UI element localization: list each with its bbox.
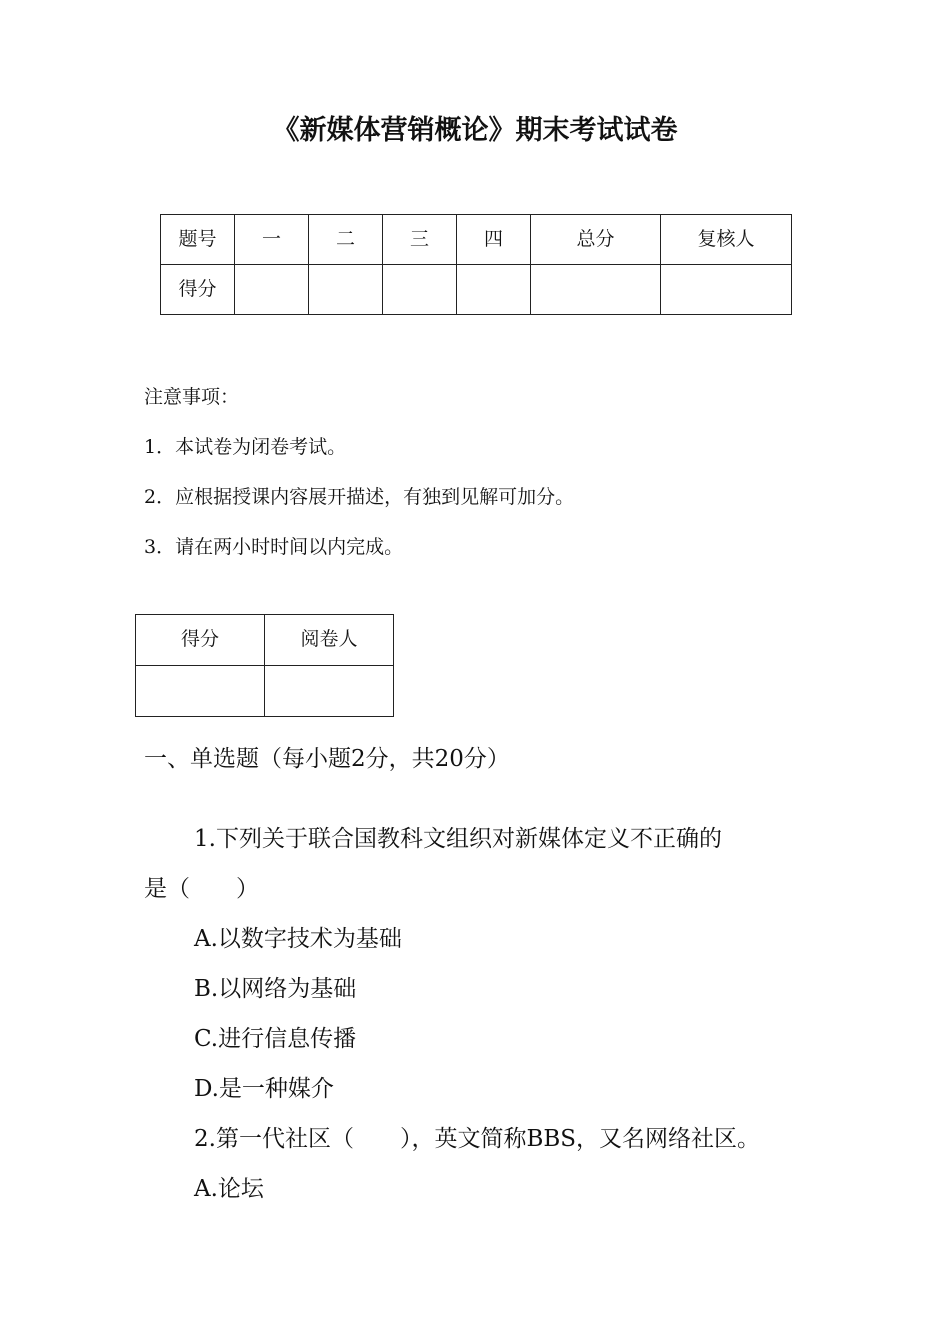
question-2-option-a: A.论坛 (194, 1176, 264, 1202)
question-1-option-a: A.以数字技术为基础 (194, 926, 402, 952)
score-table-score-row (161, 265, 792, 315)
score-header-cell: 二 (309, 215, 383, 265)
notes-block (144, 372, 574, 572)
question-2-text: 2.第一代社区（ ），英文简称BBS，又名网络社区。 (194, 1126, 761, 1152)
reader-table-empty-row (136, 666, 394, 717)
score-row-label: 得分 (161, 265, 235, 315)
score-cell[interactable] (531, 265, 661, 315)
reader-table (135, 614, 394, 717)
score-header-cell: 三 (383, 215, 457, 265)
reader-header-cell: 阅卷人 (265, 615, 394, 666)
question-1-option-d: D.是一种媒介 (194, 1076, 334, 1102)
reader-name-cell[interactable] (265, 666, 394, 717)
score-cell[interactable] (235, 265, 309, 315)
notes-item: 2．应根据授课内容展开描述，有独到见解可加分。 (144, 486, 575, 508)
score-table-header-row (161, 215, 792, 265)
reader-table-header-row (136, 615, 394, 666)
notes-item: 1．本试卷为闭卷考试。 (144, 436, 347, 458)
question-1-option-b: B.以网络为基础 (194, 976, 357, 1002)
reader-header-cell: 得分 (136, 615, 265, 666)
score-header-cell: 一 (235, 215, 309, 265)
score-header-cell: 复核人 (661, 215, 792, 265)
notes-item: 3．请在两小时时间以内完成。 (144, 536, 404, 558)
question-1-option-c: C.进行信息传播 (194, 1026, 357, 1052)
question-1-line-1: 1.下列关于联合国教科文组织对新媒体定义不正确的 (194, 826, 722, 852)
question-1-line-2: 是（ ） (144, 876, 259, 902)
score-cell[interactable] (383, 265, 457, 315)
score-header-cell: 总分 (531, 215, 661, 265)
score-header-cell: 四 (457, 215, 531, 265)
notes-heading: 注意事项： (144, 386, 240, 408)
score-cell[interactable] (661, 265, 792, 315)
section-heading: 一、单选题（每小题2分，共20分） (144, 746, 510, 772)
score-cell[interactable] (309, 265, 383, 315)
exam-title: 《新媒体营销概论》期末考试试卷 (272, 115, 678, 146)
score-cell[interactable] (457, 265, 531, 315)
score-header-cell: 题号 (161, 215, 235, 265)
score-table (160, 214, 792, 315)
reader-score-cell[interactable] (136, 666, 265, 717)
